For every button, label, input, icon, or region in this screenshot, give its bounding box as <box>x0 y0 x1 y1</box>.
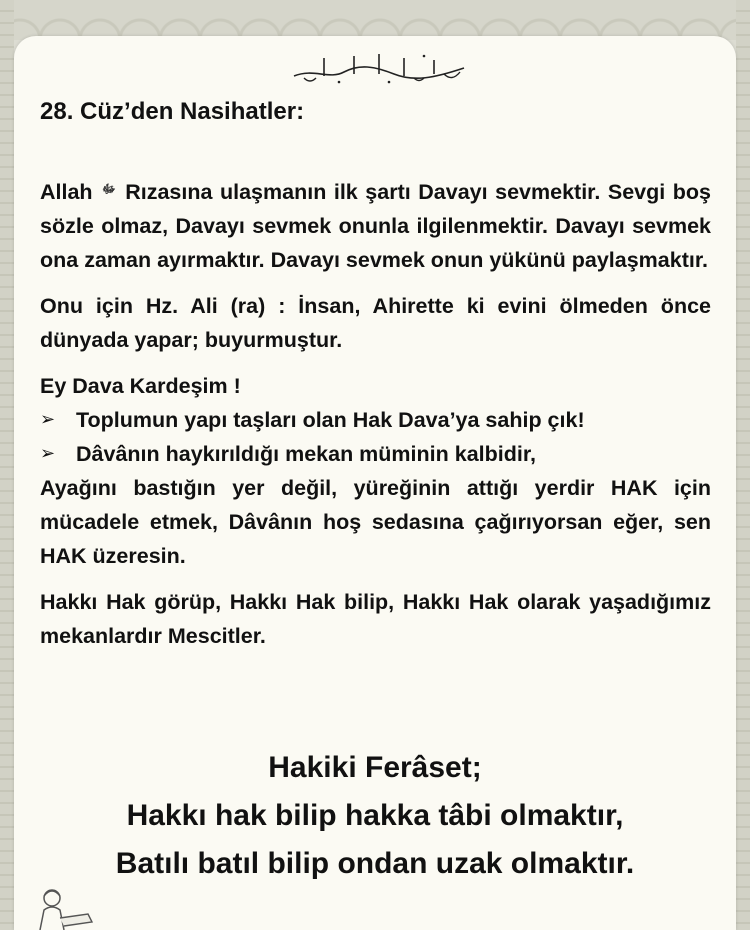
closing-line-3: Batılı batıl bilip ondan uzak olmaktır. <box>115 847 635 880</box>
page-title: 28. Cüz’den Nasihatler: <box>40 98 305 125</box>
decorative-border-right <box>736 0 750 930</box>
arrowhead-bullet-icon: ➢ <box>40 409 56 430</box>
greeting: Ey Dava Kardeşim ! <box>40 374 241 398</box>
closing-quote <box>14 744 736 888</box>
paragraph-1-rest: Rızasına ulaşmanın ilk şartı Davayı sevmektir. Sevgi boş sözle olmaz, Davayı sevmek onunla ilgilenmektir. Davayı sevmek ona zaman ayırmaktır. Davayı sevmek onun yükünü paylaşmaktır. <box>40 180 711 272</box>
bullet-text-1: Toplumun yapı taşları olan Hak Dava’ya sahip çık! <box>76 408 585 432</box>
paragraph-2: Onu için Hz. Ali (ra) : İnsan, Ahirette ki evini ölmeden önce dünyada yapar; buyurmuştur. <box>40 294 711 352</box>
paragraph-1 <box>40 172 711 277</box>
bullet-text-2: Dâvânın haykırıldığı mekan müminin kalbidir, <box>76 442 536 466</box>
decorative-border-top <box>0 0 750 40</box>
body-text <box>40 172 711 665</box>
closing-line-1: Hakiki Ferâset; <box>268 751 482 784</box>
bullet-item-1 <box>40 403 711 437</box>
paragraph-1-start: Allah <box>40 180 93 204</box>
decorative-border-left <box>0 0 14 930</box>
bismillah-calligraphy <box>284 48 474 88</box>
arrowhead-bullet-icon: ➢ <box>40 443 56 464</box>
closing-line-2: Hakkı hak bilip hakka tâbi olmaktır, <box>126 799 624 832</box>
scholar-figure-illustration <box>30 884 100 930</box>
paragraph-3: Hakkı Hak görüp, Hakkı Hak bilip, Hakkı Hak olarak yaşadığımız mekanlardır Mescitler. <box>40 590 711 648</box>
bullet-item-2 <box>40 437 711 471</box>
bullet-continuation: Ayağını bastığın yer değil, yüreğinin attığı yerdir HAK için mücadele etmek, Dâvânın hoş sedasına çağırıyorsan eğer, sen HAK üzeresin. <box>40 476 711 568</box>
jalla-jalaluhu-mark: ﷻ <box>102 182 116 196</box>
document-page <box>14 36 736 930</box>
